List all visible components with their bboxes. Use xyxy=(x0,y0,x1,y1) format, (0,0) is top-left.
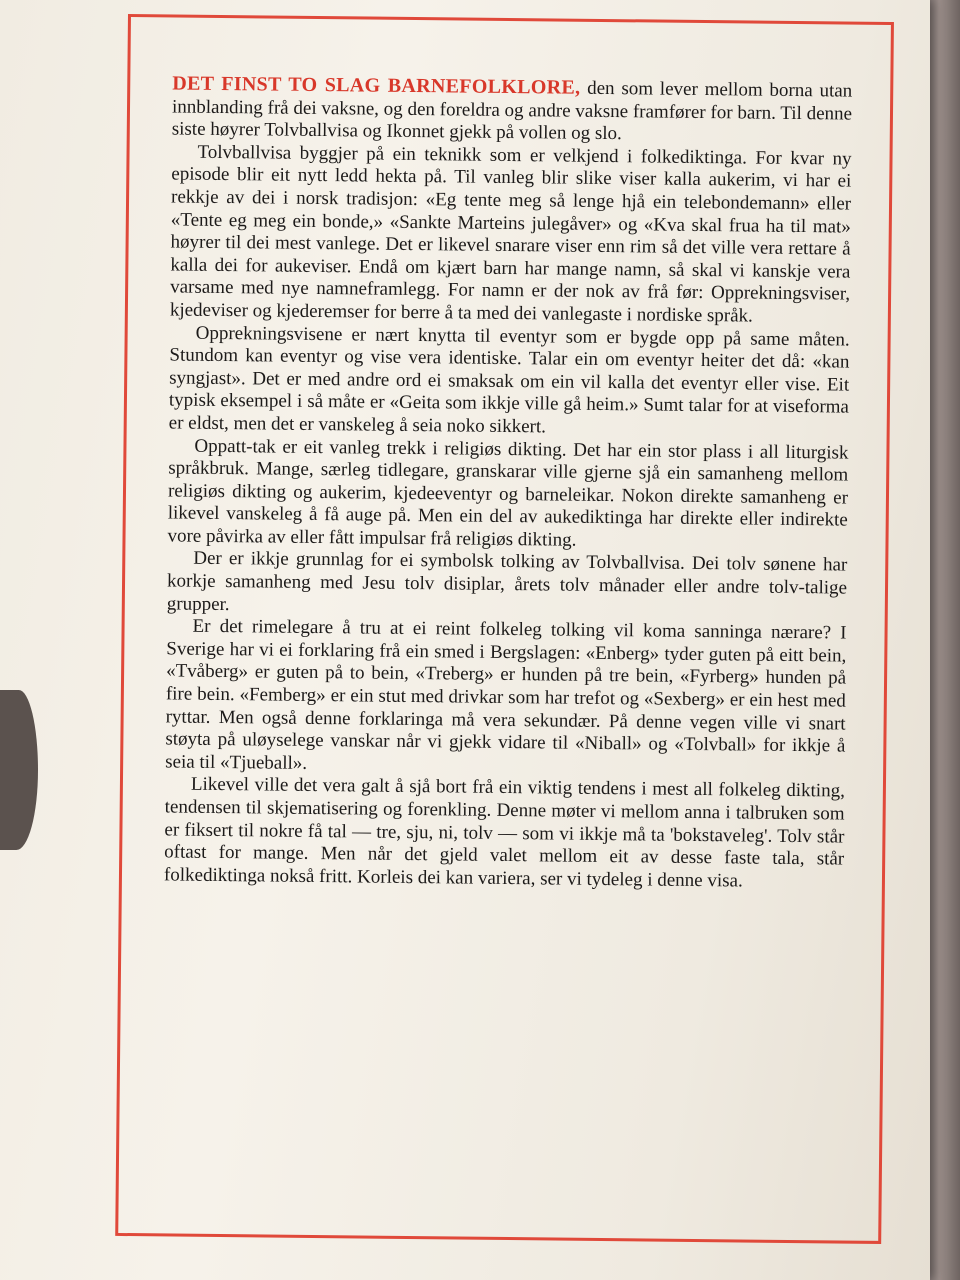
paragraph-1-text: den som lever mellom borna utan innblanding frå dei vaksne, og den foreldra og andre vaksne framfører for barn. Til denne siste høyrer Tolvballvisa og Ikonnet gjekk på vollen og slo. xyxy=(171,77,853,145)
paragraph-1 xyxy=(172,72,853,148)
red-border-frame xyxy=(115,14,894,1244)
adjacent-page-edge xyxy=(925,0,960,1280)
paragraph-6: Er det rimelegare å tru at ei reint folkeleg tolking vil koma sanninga nærare? I Sverige har vi ei forklaring frå ein smed i Bergslagen: «Enberg» tyder guten på eitt bein, «Tvåberg» er guten på to bein, «Treberg» er hunden på tre bein, «Fyrberg» hunden på fire bein. «Femberg» er ein stut med drivkar som har trefot og «Sexberg» er ein hest med ryttar. Men også denne forklaringa må vera sekundær. På denne vegen ville vi snart støyta på uløyselege vanskar når vi gjekk vidare til «Niball» og «Tolvball» for ikkje å seia til «Tjueball». xyxy=(165,615,847,774)
paragraph-4: Oppatt-tak er eit vanleg trekk i religiøs dikting. Det har ein stor plass i all liturgisk språkbruk. Mange, særleg tidlegare, granskarar ville gjerne sjå ein samanheng mellom religiøs dikting og aukerim, kjedeeventyr og barneleikar. Nokon direkte samanheng er likevel vanskeleg å få auge på. Men ein del av aukediktinga har direkte eller indirekte vore påvirka av eller fått impulsar frå religiøs dikting. xyxy=(167,435,849,551)
lead-heading: DET FINST TO SLAG BARNEFOLKLORE, xyxy=(172,72,581,99)
paragraph-7: Likevel ville det vera galt å sjå bort frå ein viktig tendens i mest all folkeleg dikting, tendensen til skjematisering og forenkling. Denne møter vi mellom anna i talbruken som er fiksert til nokre få tal — tre, sju, ni, tolv — som vi ikkje må ta 'bokstaveleg'. Tolv står oftast for mange. Men når det gjeld valet mellom eit av desse faste tala, står folkediktinga nokså fritt. Korleis dei kan variera, ser vi tydeleg i denne visa. xyxy=(163,774,846,892)
paragraph-5: Der er ikkje grunnlag for ei symbolsk tolking av Tolvballvisa. Dei tolv sønene har korkje samanheng med Jesu tolv disiplar, årets tolv månader eller andre tolv-talige grupper. xyxy=(166,548,848,615)
paragraph-2: Tolvballvisa byggjer på ein teknikk som er velkjend i folkediktinga. For kvar ny episode blir eit nytt ledd hekta på. Til vanleg blir slike viser kalla aukerim, vi har ei rekkje av dei i norsk tradisjon: «Eg tente meg så lenge hjå ein telebondemann» eller «Tente eg meg ein bonde,» «Sankte Marteins julegåver» og «Kva skal frua ha til mat» høyrer til dei mest vanlege. Det er likevel snarare viser enn rim så det ville vera rettare å kalla dei for aukeviser. Endå om kjært barn har mange namn, så skal vi kanskje vera varsame med nye namneframlegg. For namn er der nok av frå før: Opprekningsviser, kjedeviser og kjederemser for berre å ta med dei vanlegaste i nordiske språk. xyxy=(169,141,852,327)
paragraph-3: Opprekningsvisene er nært knytta til eventyr som er bygde opp på same måten. Stundom kan eventyr og vise vera identiske. Talar ein om eventyr heiter det då: «kan syngjast». Det er med andre ord ei smaksak om ein vil kalla det eventyr eller vise. Eit typisk eksempel i så måte er «Geita som ikkje ville gå heim.» Sumt talar for at viseforma er eldst, men det er vanskeleg å seia noko sikkert. xyxy=(168,322,850,438)
body-text xyxy=(164,72,852,893)
